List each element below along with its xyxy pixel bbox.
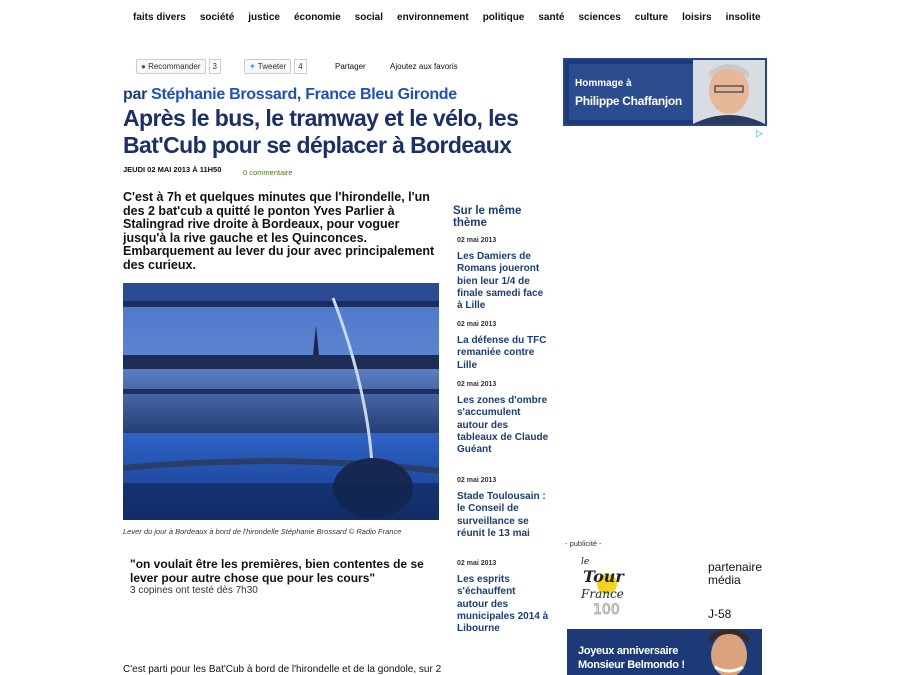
tour-de-france-logo[interactable] bbox=[577, 552, 639, 618]
author-link[interactable]: Stéphanie Brossard, France Bleu Gironde bbox=[151, 86, 457, 103]
related-item-date: 02 mai 2013 bbox=[457, 321, 497, 328]
article-lead: C'est à 7h et quelques minutes que l'hirondelle, l'un des 2 bat'cub a quitté le ponton Yves Parlier à Stalingrad rive droite à Bordeaux, pour voguer jusqu'à la rive gauche et les Quinconces. Embarquement au lever du jour avec principalement des curieux. bbox=[123, 190, 435, 272]
recommend-count: 3 bbox=[209, 59, 221, 74]
svg-text:Tour: Tour bbox=[583, 567, 624, 586]
publication-date: JEUDI 02 MAI 2013 À 11H50 bbox=[123, 165, 222, 174]
nav-item-10[interactable]: loisirs bbox=[682, 12, 712, 23]
related-item-date: 02 mai 2013 bbox=[457, 477, 497, 484]
article-body: C'est parti pour les Bat'Cub à bord de l'hirondelle et de la gondole, sur 2 bbox=[123, 664, 442, 675]
byline-prefix: par bbox=[123, 86, 147, 103]
add-to-favorites-link[interactable]: Ajoutez aux favoris bbox=[390, 62, 458, 71]
top-navigation bbox=[133, 12, 775, 23]
article-photo bbox=[123, 283, 439, 520]
hommage-line1: Hommage à bbox=[575, 78, 632, 89]
recommend-label: Recommander bbox=[148, 62, 201, 71]
comments-link[interactable]: 0 commentaire bbox=[243, 168, 293, 177]
facebook-icon: ● bbox=[141, 62, 146, 71]
related-item-date: 02 mai 2013 bbox=[457, 560, 497, 567]
countdown-label: J-58 bbox=[708, 607, 732, 621]
nav-item-8[interactable]: sciences bbox=[578, 12, 621, 23]
nav-item-9[interactable]: culture bbox=[634, 12, 669, 23]
related-section-title: Sur le même thème bbox=[453, 205, 522, 229]
nav-item-4[interactable]: social bbox=[354, 12, 384, 23]
related-item-link[interactable]: Les zones d'ombre s'accumulent autour des tableaux de Claude Guéant bbox=[457, 395, 549, 456]
nav-item-0[interactable]: faits divers bbox=[133, 12, 186, 23]
media-partner-label: partenaire média bbox=[708, 560, 763, 587]
twitter-icon: ✦ bbox=[249, 62, 256, 71]
banner-panel bbox=[569, 64, 693, 120]
recommend-widget[interactable] bbox=[136, 59, 221, 74]
sunrise-river-image bbox=[123, 283, 439, 520]
related-item-date: 02 mai 2013 bbox=[457, 381, 497, 388]
birthday-line1: Joyeux anniversaire bbox=[578, 645, 679, 657]
share-link[interactable]: Partager bbox=[335, 62, 366, 71]
related-item-link[interactable]: Les Damiers de Romans joueront bien leur 1/4 de finale samedi face à Lille bbox=[457, 251, 544, 312]
nav-item-5[interactable]: environnement bbox=[397, 12, 469, 23]
byline bbox=[123, 86, 457, 104]
tweet-label: Tweeter bbox=[257, 62, 287, 71]
article-headline: Après le bus, le tramway et le vélo, les Bat'Cub pour se déplacer à Bordeaux bbox=[123, 105, 519, 158]
related-item-date: 02 mai 2013 bbox=[457, 237, 497, 244]
birthday-line2: Monsieur Belmondo ! bbox=[578, 659, 685, 671]
nav-item-2[interactable]: justice bbox=[248, 12, 280, 23]
adchoices-icon[interactable]: ▷ bbox=[756, 128, 763, 138]
pull-quote: "on voulait être les premières, bien contentes de se lever pour autre chose que pour les cours" bbox=[130, 557, 424, 585]
photo-caption: Lever du jour à Bordeaux à bord de l'hirondelle Stéphanie Brossard © Radio France bbox=[123, 527, 402, 536]
belmondo-banner[interactable] bbox=[567, 629, 762, 675]
related-item bbox=[457, 381, 549, 456]
hommage-line2: Philippe Chaffanjon bbox=[575, 94, 682, 108]
related-item bbox=[457, 560, 549, 635]
related-item-link[interactable]: Stade Toulousain : le Conseil de surveillance se réunit le 13 mai bbox=[457, 491, 546, 539]
related-item-link[interactable]: Les esprits s'échauffent autour des municipales 2014 à Libourne bbox=[457, 574, 549, 635]
portrait-image bbox=[693, 60, 765, 124]
pull-quote-source: 3 copines ont testé dès 7h30 bbox=[130, 585, 258, 596]
belmondo-portrait bbox=[695, 629, 762, 675]
related-item bbox=[457, 237, 549, 312]
tweet-button[interactable] bbox=[244, 59, 291, 74]
nav-item-6[interactable]: politique bbox=[482, 12, 525, 23]
tweet-count: 4 bbox=[294, 59, 306, 74]
recommend-button[interactable] bbox=[136, 59, 206, 74]
related-item bbox=[457, 477, 549, 540]
tour-logo-image bbox=[577, 552, 639, 618]
svg-text:le: le bbox=[581, 557, 590, 567]
svg-text:France: France bbox=[581, 587, 624, 601]
nav-item-1[interactable]: société bbox=[199, 12, 235, 23]
nav-item-11[interactable]: insolite bbox=[725, 12, 761, 23]
related-item bbox=[457, 321, 549, 372]
svg-text:100: 100 bbox=[593, 602, 620, 618]
advertising-label: - publicité - bbox=[565, 539, 602, 548]
hommage-banner[interactable] bbox=[563, 58, 767, 126]
related-item-link[interactable]: La défense du TFC remaniée contre Lille bbox=[457, 335, 547, 371]
nav-item-7[interactable]: santé bbox=[538, 12, 565, 23]
tweet-widget[interactable] bbox=[244, 59, 307, 74]
nav-item-3[interactable]: économie bbox=[293, 12, 341, 23]
